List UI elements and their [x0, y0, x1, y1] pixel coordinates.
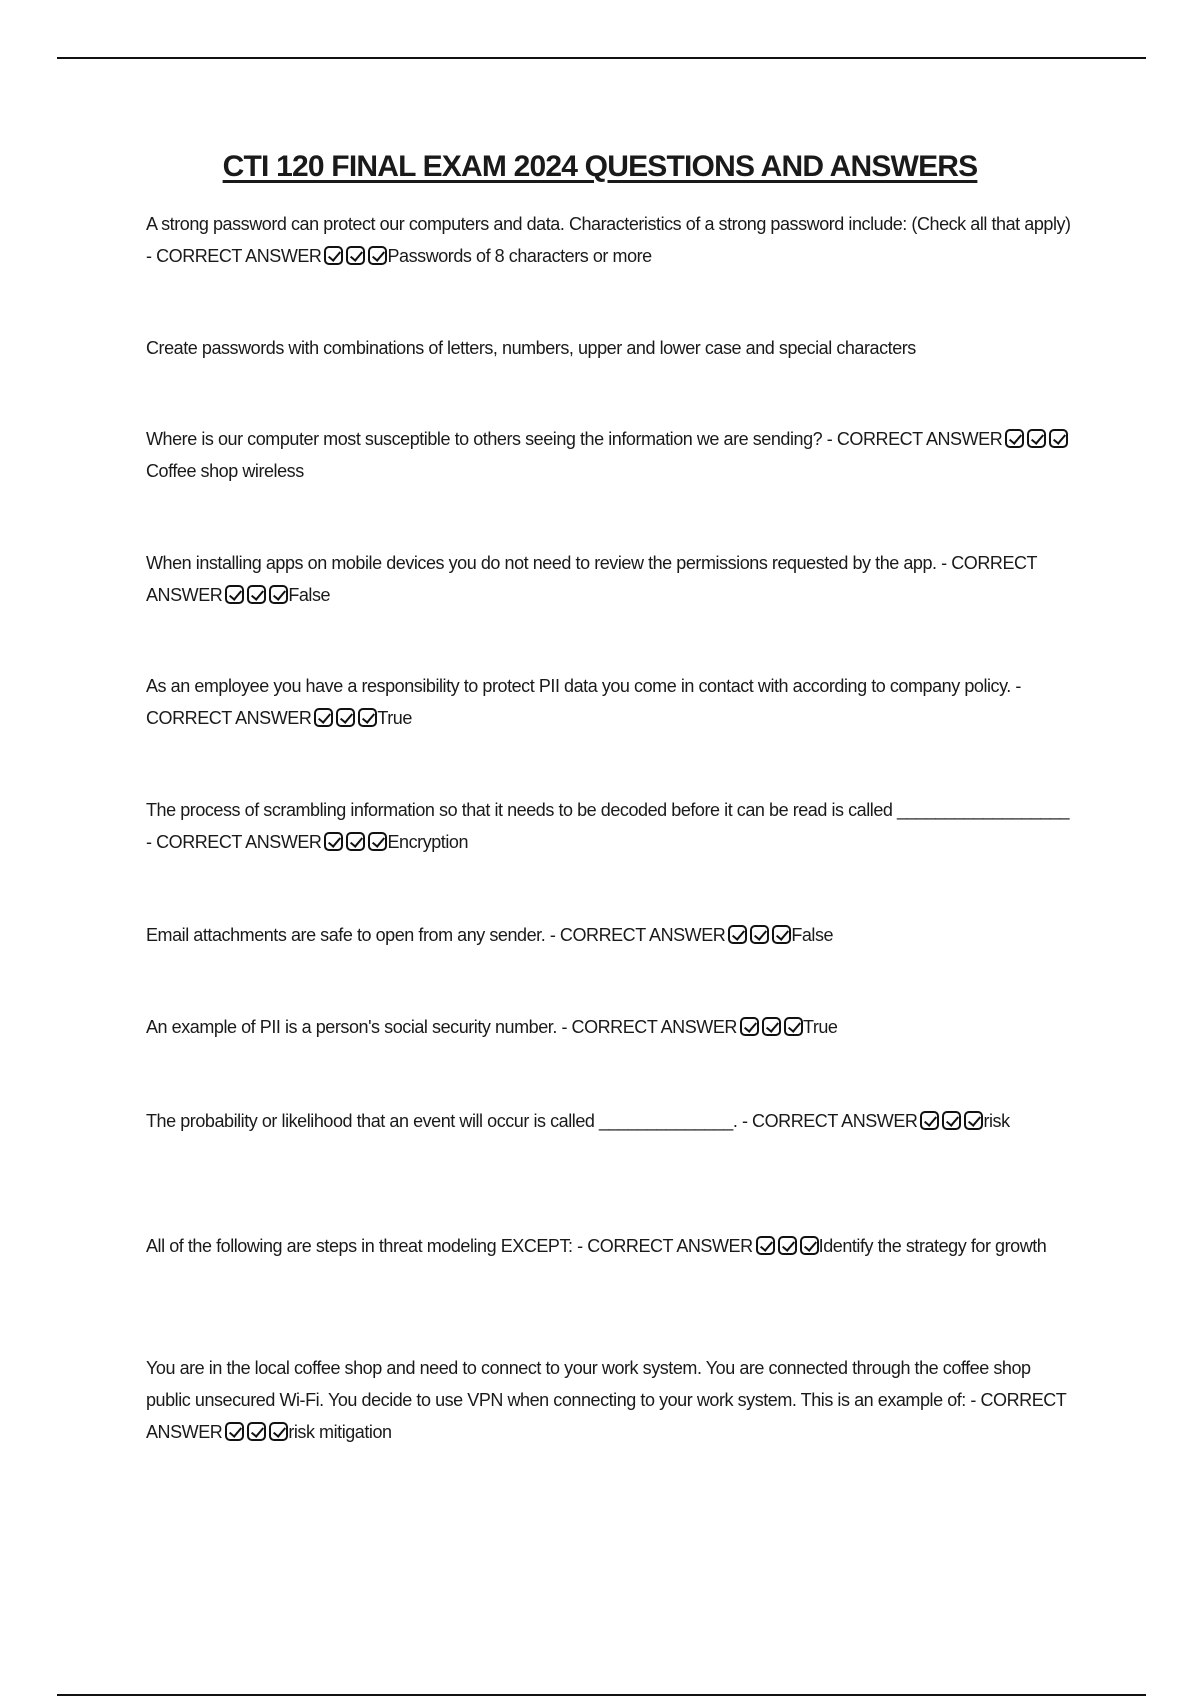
question-text: Where is our computer most susceptible to others seeing the information we are sending?: [146, 429, 823, 449]
qa-item: [146, 794, 1076, 858]
checkbox-checked-icon: [942, 1111, 961, 1130]
question-text: All of the following are steps in threat modeling EXCEPT:: [146, 1236, 573, 1256]
answer-text: Identify the strategy for growth: [818, 1236, 1047, 1256]
question-text: A strong password can protect our computers and data. Characteristics of a strong password include: (Check all that apply): [146, 214, 1071, 234]
correct-answer-label: - CORRECT ANSWER: [146, 246, 322, 266]
qa-item: [146, 208, 1076, 272]
qa-item: [146, 670, 1076, 734]
qa-item: [146, 1105, 1076, 1137]
checkbox-checked-icon: [269, 585, 288, 604]
qa-item: [146, 1352, 1076, 1448]
question-text: As an employee you have a responsibility to protect PII data you come in contact with according to company policy.: [146, 676, 1011, 696]
answer-text: False: [288, 585, 331, 605]
checkbox-checked-icon: [920, 1111, 939, 1130]
correct-answer-label: - CORRECT ANSWER: [146, 1390, 1067, 1442]
checkbox-checked-icon: [778, 1236, 797, 1255]
checkbox-checked-icon: [964, 1111, 983, 1130]
question-text: When installing apps on mobile devices you do not need to review the permissions requested by the app.: [146, 553, 937, 573]
checkbox-checked-icon: [269, 1422, 288, 1441]
checkbox-checked-icon: [728, 925, 747, 944]
answer-text: risk mitigation: [288, 1422, 392, 1442]
checkbox-checked-icon: [358, 708, 377, 727]
answer-text: risk: [983, 1111, 1010, 1131]
checkbox-checked-icon: [750, 925, 769, 944]
qa-item: [146, 1230, 1076, 1262]
answer-text: False: [791, 925, 834, 945]
qa-item: [146, 547, 1076, 611]
checkbox-checked-icon: [1049, 429, 1068, 448]
checkbox-checked-icon: [346, 246, 365, 265]
question-text: The process of scrambling information so that it needs to be decoded before it can be read is called __________________: [146, 800, 1070, 820]
correct-answer-label: - CORRECT ANSWER: [822, 429, 1003, 449]
checkbox-checked-icon: [772, 925, 791, 944]
answer-text: Encryption: [387, 832, 469, 852]
checkbox-checked-icon: [346, 832, 365, 851]
page-title: CTI 120 FINAL EXAM 2024 QUESTIONS AND ANSWERS: [222, 150, 978, 183]
checkbox-checked-icon: [368, 832, 387, 851]
checkbox-checked-icon: [324, 832, 343, 851]
correct-answer-label: - CORRECT ANSWER: [545, 925, 726, 945]
correct-answer-label: - CORRECT ANSWER: [572, 1236, 753, 1256]
qa-item: [146, 919, 1076, 951]
question-text: Email attachments are safe to open from any sender.: [146, 925, 546, 945]
checkbox-checked-icon: [247, 585, 266, 604]
answer-text: Coffee shop wireless: [146, 461, 304, 481]
checkbox-checked-icon: [368, 246, 387, 265]
correct-answer-label: - CORRECT ANSWER: [146, 553, 1037, 605]
checkbox-checked-icon: [740, 1017, 759, 1036]
checkbox-checked-icon: [225, 1422, 244, 1441]
qa-item: [146, 423, 1076, 487]
correct-answer-label: - CORRECT ANSWER: [737, 1111, 918, 1131]
bottom-rule: [57, 1694, 1146, 1696]
qa-item: [146, 1011, 1076, 1043]
qa-item: [146, 332, 1076, 364]
correct-answer-label: - CORRECT ANSWER: [146, 676, 1021, 728]
checkbox-checked-icon: [1027, 429, 1046, 448]
checkbox-checked-icon: [225, 585, 244, 604]
checkbox-checked-icon: [756, 1236, 775, 1255]
answer-text: True: [802, 1017, 838, 1037]
question-text: The probability or likelihood that an event will occur is called ______________.: [146, 1111, 738, 1131]
checkbox-checked-icon: [247, 1422, 266, 1441]
checkbox-checked-icon: [324, 246, 343, 265]
question-text: You are in the local coffee shop and need to connect to your work system. You are connected through the coffee shop public unsecured Wi-Fi. You decide to use VPN when connecting to your work system. This is an example of:: [146, 1358, 1031, 1410]
checkbox-checked-icon: [762, 1017, 781, 1036]
answer-text: Passwords of 8 characters or more: [387, 246, 652, 266]
checkbox-checked-icon: [314, 708, 333, 727]
question-text: An example of PII is a person's social security number.: [146, 1017, 557, 1037]
checkbox-checked-icon: [800, 1236, 819, 1255]
correct-answer-label: - CORRECT ANSWER: [146, 832, 322, 852]
checkbox-checked-icon: [1005, 429, 1024, 448]
checkbox-checked-icon: [336, 708, 355, 727]
answer-text: True: [377, 708, 412, 728]
checkbox-checked-icon: [784, 1017, 803, 1036]
correct-answer-label: - CORRECT ANSWER: [556, 1017, 737, 1037]
top-rule: [57, 57, 1146, 59]
question-text: Create passwords with combinations of letters, numbers, upper and lower case and special characters: [146, 338, 916, 358]
